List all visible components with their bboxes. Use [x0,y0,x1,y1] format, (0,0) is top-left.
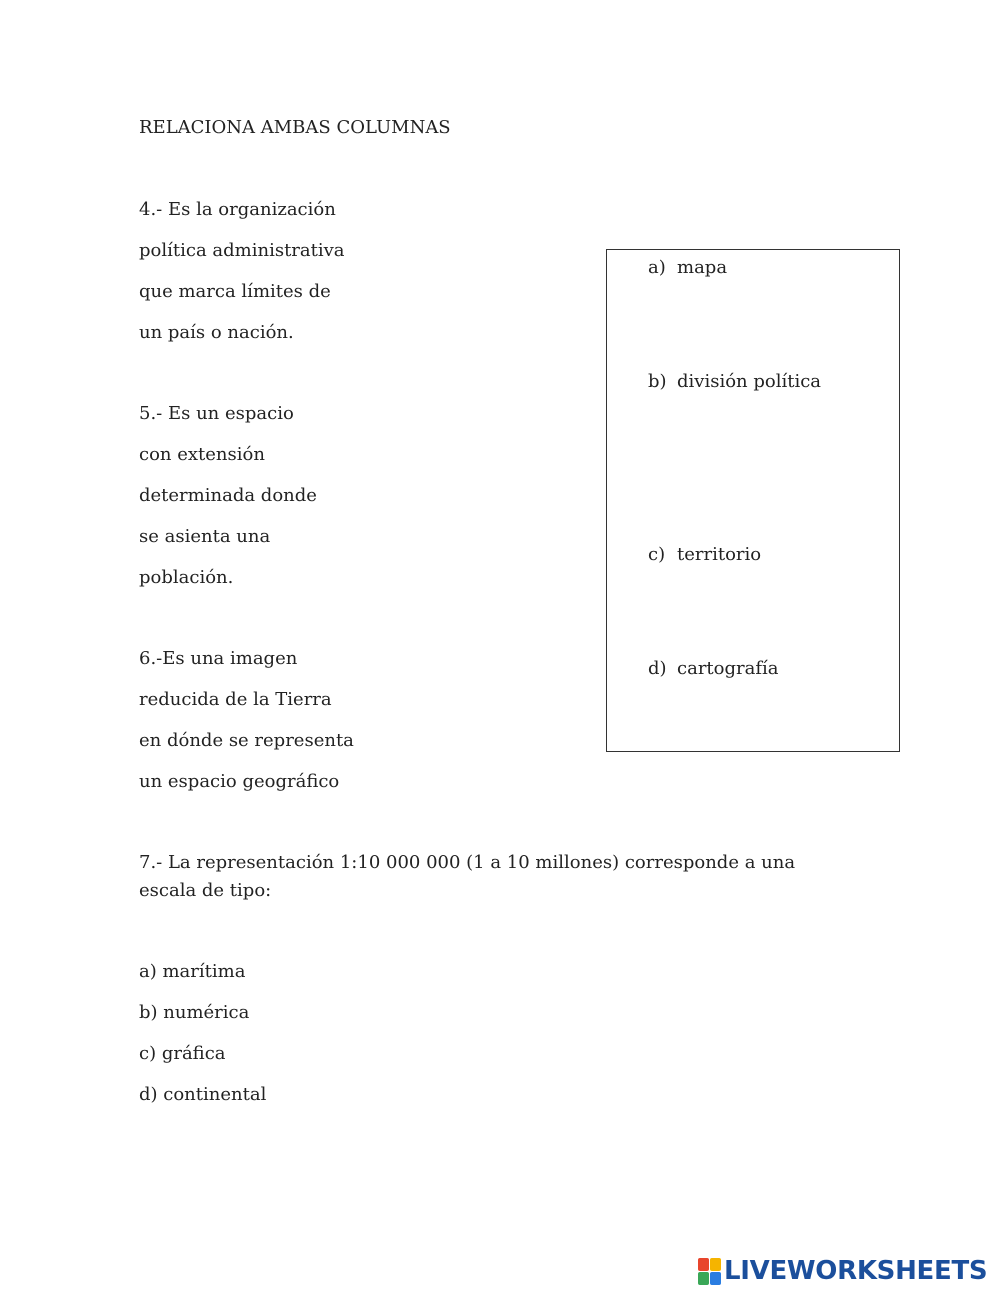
question-5-line: con extensión [139,444,265,465]
question-7-text: escala de tipo: [139,880,272,901]
logo-block [710,1258,721,1271]
question-4-line: política administrativa [139,240,345,261]
answer-box [606,249,900,752]
question-5-line: 5.- Es un espacio [139,403,294,424]
logo-block [710,1272,721,1285]
answer-option-b [648,371,821,393]
answer-letter: d) [648,658,667,679]
logo-block [698,1272,709,1285]
question-4-line: que marca límites de [139,281,331,302]
question-5-line: determinada donde [139,485,317,506]
logo-wordmark: LIVEWORKSHEETS [724,1256,988,1286]
question-7-text: 7.- La representación 1:10 000 000 (1 a 10 millones) corresponde a una [139,852,796,873]
logo-block [698,1258,709,1271]
question-4-line: un país o nación. [139,322,294,343]
question-5-line: población. [139,567,234,588]
answer-letter: c) [648,544,666,565]
answer-option-d [648,658,779,680]
answer-option-a [648,257,727,279]
question-6-line: en dónde se representa [139,730,354,751]
question-7-option-d: d) continental [139,1084,267,1105]
answer-text: territorio [677,544,762,565]
answer-option-c [648,544,761,566]
answer-text: división política [677,371,822,392]
question-5-line: se asienta una [139,526,271,547]
answer-letter: a) [648,257,666,278]
liveworksheets-logo [698,1257,987,1285]
logo-icon [698,1258,721,1285]
question-6-line: reducida de la Tierra [139,689,332,710]
answer-letter: b) [648,371,667,392]
question-7-option-a: a) marítima [139,961,246,982]
answer-text: mapa [677,257,728,278]
question-4-line: 4.- Es la organización [139,199,336,220]
question-7-option-b: b) numérica [139,1002,250,1023]
question-6-line: un espacio geográfico [139,771,340,792]
question-7-option-c: c) gráfica [139,1043,226,1064]
worksheet-heading: RELACIONA AMBAS COLUMNAS [139,117,451,138]
answer-text: cartografía [677,658,779,679]
question-6-line: 6.-Es una imagen [139,648,298,669]
